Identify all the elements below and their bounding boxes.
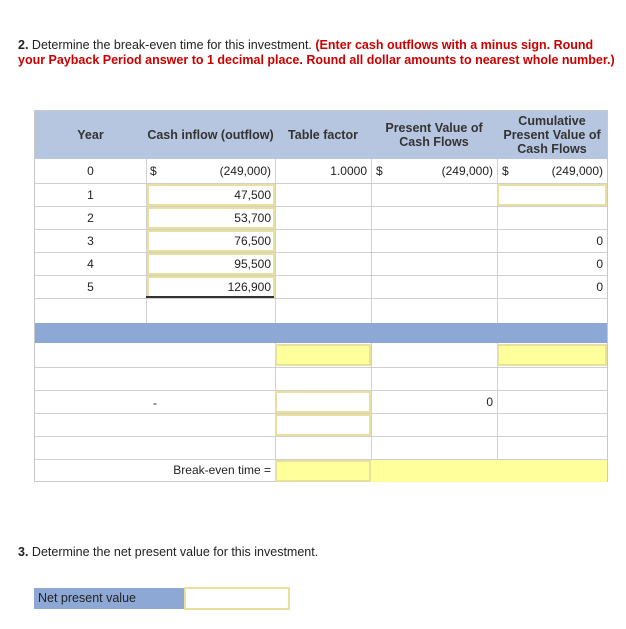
question-2-number: 2.: [18, 38, 29, 52]
grid-line: [35, 436, 607, 437]
cumulative-pv-cell: 0: [596, 280, 603, 294]
grid-line: [35, 275, 607, 276]
year-cell: 1: [87, 188, 94, 202]
section-band: [35, 323, 607, 343]
break-even-unit-field[interactable]: [371, 460, 607, 482]
dollar-sign: $: [150, 164, 157, 178]
minus-sign: -: [153, 396, 157, 410]
cumulative-pv-input[interactable]: [497, 184, 607, 206]
grid-line: [35, 206, 607, 207]
grid-line: [35, 252, 607, 253]
header-present-value: Present Value of Cash Flows: [385, 121, 483, 149]
total-underline: [146, 296, 274, 298]
year-cell: 5: [87, 280, 94, 294]
header-year: Year: [77, 128, 104, 142]
npv-label: Net present value: [34, 588, 184, 609]
payback-input-a[interactable]: [275, 391, 371, 413]
header-cumulative-pv: Cumulative Present Value of Cash Flows: [503, 114, 601, 156]
question-3: [18, 545, 318, 559]
question-2-instruction: (Enter cash outflows with a minus sign. Round your Payback Period answer to 1 decimal place. Round all dollar amounts to nearest whole number.): [18, 38, 615, 67]
grid-line: [35, 298, 607, 299]
break-even-table: [34, 110, 608, 482]
cumulative-pv-cell: 0: [596, 234, 603, 248]
cumulative-pv-cell: 0: [596, 257, 603, 271]
year-cell: 0: [87, 164, 94, 178]
question-2-text: Determine the break-even time for this investment.: [31, 38, 312, 52]
present-value-cell: (249,000): [441, 164, 493, 178]
question-3-text: Determine the net present value for this investment.: [31, 545, 319, 559]
npv-input[interactable]: [184, 587, 290, 610]
question-2: [18, 38, 618, 68]
cash-flow-value: 126,900: [227, 280, 271, 294]
break-even-label: Break-even time =: [173, 463, 271, 477]
cash-flow-value: 76,500: [234, 234, 271, 248]
break-even-input[interactable]: [275, 460, 371, 482]
header-table-factor: Table factor: [288, 128, 358, 142]
dollar-sign: $: [376, 164, 383, 178]
cumulative-pv-cell: (249,000): [551, 164, 603, 178]
year-cell: 2: [87, 211, 94, 225]
cash-flow-value: 53,700: [234, 211, 271, 225]
question-3-number: 3.: [18, 545, 29, 559]
dollar-sign: $: [502, 164, 509, 178]
zero-value: 0: [486, 395, 493, 409]
grid-line: [35, 229, 607, 230]
table-header: [35, 111, 607, 159]
header-cash-inflow: Cash inflow (outflow): [147, 128, 274, 142]
grid-line: [35, 367, 607, 368]
cash-flow-value: 47,500: [234, 188, 271, 202]
cash-flow-value: 95,500: [234, 257, 271, 271]
year-cell: 4: [87, 257, 94, 271]
cash-flow-cell: (249,000): [219, 164, 271, 178]
payback-input-b[interactable]: [275, 414, 371, 436]
year-cell: 3: [87, 234, 94, 248]
table-factor-cell: 1.0000: [330, 164, 367, 178]
payback-input-factor[interactable]: [275, 344, 371, 366]
payback-input-cumulative[interactable]: [497, 344, 607, 366]
